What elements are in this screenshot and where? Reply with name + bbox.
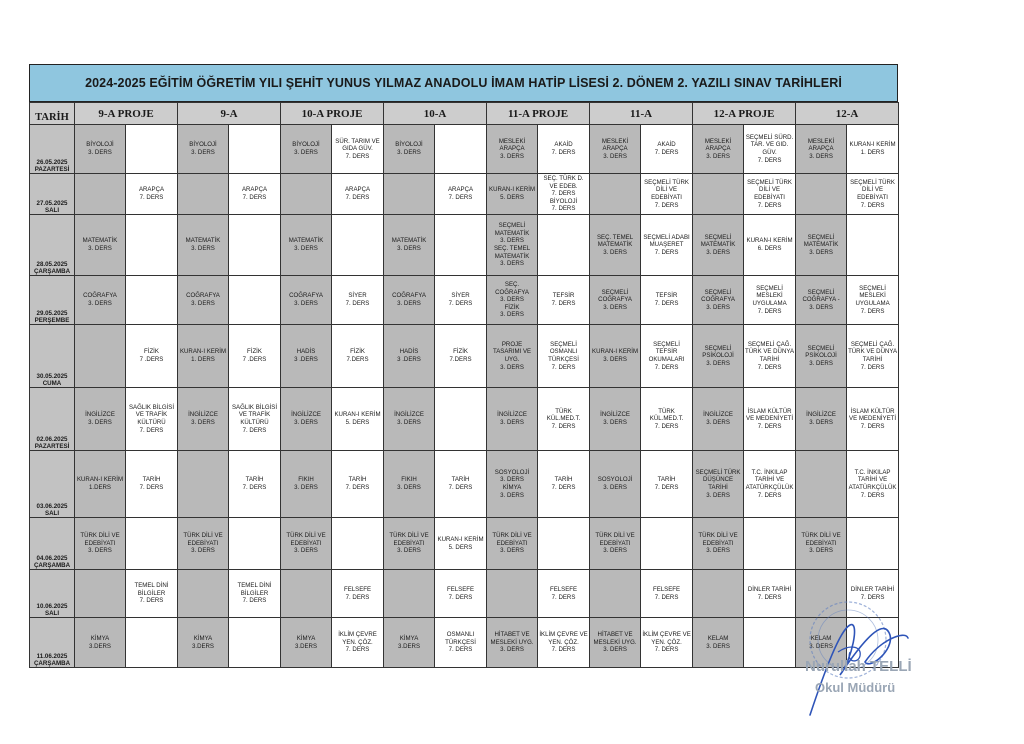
exam-day: PERŞEMBE [34, 316, 70, 324]
exam-cell: İNGİLİZCE 3. DERS [590, 388, 641, 451]
schedule-row [30, 518, 899, 570]
exam-cell: KURAN-I KERİM 5. DERS [487, 174, 538, 215]
exam-cell: FELSEFE 7. DERS [538, 570, 590, 618]
date-cell [30, 125, 75, 174]
exam-cell: TÜRK KÜL.MED.T. 7. DERS [641, 388, 693, 451]
exam-cell [641, 518, 693, 570]
exam-cell: ARAPÇA 7. DERS [126, 174, 178, 215]
exam-cell: SİYER 7. DERS [332, 276, 384, 325]
exam-day: PAZARTESİ [34, 442, 70, 450]
exam-cell: AKAİD 7. DERS [538, 125, 590, 174]
exam-date: 03.06.2025 [36, 502, 68, 510]
exam-cell: TARİH 7. DERS [641, 451, 693, 518]
exam-cell [126, 215, 178, 276]
exam-cell: SEÇMELİ MATEMATİK 3. DERS [693, 215, 744, 276]
exam-cell: TÜRK DİLİ VE EDEBİYATI 3. DERS [75, 518, 126, 570]
exam-cell: BİYOLOJİ 3. DERS [384, 125, 435, 174]
exam-cell [178, 174, 229, 215]
exam-cell [693, 570, 744, 618]
exam-cell [281, 174, 332, 215]
exam-cell: COĞRAFYA 3. DERS [75, 276, 126, 325]
exam-cell: TARİH 7. DERS [229, 451, 281, 518]
header-row [30, 103, 899, 125]
schedule-row [30, 570, 899, 618]
exam-cell [178, 451, 229, 518]
date-cell [30, 325, 75, 388]
exam-cell: SÜR. TARIM VE GIDA GÜV. 7. DERS [332, 125, 384, 174]
class-header: 10-A [384, 103, 487, 125]
principal-role: Okul Müdürü [815, 680, 896, 695]
exam-cell: İSLAM KÜLTÜR VE MEDENİYETİ 7. DERS [847, 388, 899, 451]
date-cell [30, 276, 75, 325]
exam-schedule-table [29, 102, 899, 668]
date-cell [30, 215, 75, 276]
exam-cell [847, 518, 899, 570]
exam-cell: FIKIH 3. DERS [281, 451, 332, 518]
exam-cell [229, 125, 281, 174]
exam-cell: FIKIH 3. DERS [384, 451, 435, 518]
exam-schedule-sheet [29, 64, 898, 668]
class-header: 11-A PROJE [487, 103, 590, 125]
exam-cell: ARAPÇA 7. DERS [332, 174, 384, 215]
exam-cell: TEMEL DİNİ BİLGİLER 7. DERS [229, 570, 281, 618]
exam-cell: SEÇMELİ OSMANLI TÜRKÇESİ 7. DERS [538, 325, 590, 388]
exam-cell: BİYOLOJİ 3. DERS [75, 125, 126, 174]
exam-cell: SEÇMELİ TÜRK DİLİ VE EDEBİYATI 7. DERS [641, 174, 693, 215]
exam-cell: SİYER 7. DERS [435, 276, 487, 325]
exam-date: 04.06.2025 [36, 554, 68, 562]
exam-cell: BİYOLOJİ 3. DERS [281, 125, 332, 174]
page-title: 2024-2025 EĞİTİM ÖĞRETİM YILI ŞEHİT YUNUS YILMAZ ANADOLU İMAM HATİP LİSESİ 2. DÖNEM 2. YAZILI SINAV TARİHLERİ [29, 64, 898, 102]
exam-cell: TÜRK DİLİ VE EDEBİYATI 3. DERS [178, 518, 229, 570]
exam-cell: İNGİLİZCE 3. DERS [384, 388, 435, 451]
exam-cell: TÜRK DİLİ VE EDEBİYATI 3. DERS [281, 518, 332, 570]
exam-cell: MATEMATİK 3. DERS [281, 215, 332, 276]
date-cell [30, 451, 75, 518]
exam-cell: TARİH 7. DERS [435, 451, 487, 518]
exam-cell: İNGİLİZCE 3. DERS [796, 388, 847, 451]
schedule-row [30, 618, 899, 668]
exam-cell [178, 570, 229, 618]
exam-cell: İKLİM ÇEVRE VE YEN. ÇÖZ. 7. DERS [538, 618, 590, 668]
exam-cell: KELAM 3. DERS [693, 618, 744, 668]
exam-cell [744, 618, 796, 668]
exam-cell: KELAM 3. DERS [796, 618, 847, 668]
class-header: 12-A PROJE [693, 103, 796, 125]
exam-cell [435, 388, 487, 451]
exam-cell: ARAPÇA 7. DERS [229, 174, 281, 215]
exam-cell: KİMYA 3.DERS [281, 618, 332, 668]
schedule-row [30, 276, 899, 325]
exam-cell: TARİH 7. DERS [126, 451, 178, 518]
exam-day: ÇARŞAMBA [33, 267, 71, 275]
exam-cell [538, 518, 590, 570]
exam-cell [229, 518, 281, 570]
schedule-row [30, 215, 899, 276]
exam-cell [229, 618, 281, 668]
principal-name: Nurullah TELLİ [805, 658, 912, 675]
exam-date: 27.05.2025 [36, 199, 68, 207]
exam-day: SALI [44, 509, 60, 517]
exam-cell: İNGİLİZCE 3. DERS [487, 388, 538, 451]
exam-cell: BİYOLOJİ 3. DERS [178, 125, 229, 174]
exam-cell: HİTABET VE MESLEKİ UYG. 3. DERS [487, 618, 538, 668]
exam-cell: İKLİM ÇEVRE YEN. ÇÖZ. 7. DERS [332, 618, 384, 668]
exam-cell [590, 174, 641, 215]
exam-cell [229, 276, 281, 325]
exam-cell [435, 215, 487, 276]
exam-cell [75, 174, 126, 215]
exam-cell [126, 276, 178, 325]
schedule-body [30, 125, 899, 668]
exam-cell [75, 325, 126, 388]
exam-cell: MATEMATİK 3. DERS [75, 215, 126, 276]
exam-cell: COĞRAFYA 3. DERS [384, 276, 435, 325]
exam-cell [487, 570, 538, 618]
exam-cell: HADİS 3 .DERS [384, 325, 435, 388]
exam-cell: MESLEKİ ARAPÇA 3. DERS [590, 125, 641, 174]
exam-cell: TARİH 7. DERS [332, 451, 384, 518]
exam-cell [693, 174, 744, 215]
exam-cell [435, 125, 487, 174]
exam-cell: COĞRAFYA 3. DERS [281, 276, 332, 325]
exam-cell: FELSEFE 7. DERS [332, 570, 384, 618]
exam-cell: MATEMATİK 3. DERS [178, 215, 229, 276]
exam-cell: İNGİLİZCE 3. DERS [178, 388, 229, 451]
exam-cell [538, 215, 590, 276]
exam-cell: TÜRK DİLİ VE EDEBİYATI 3. DERS [487, 518, 538, 570]
exam-cell: KİMYA 3.DERS [75, 618, 126, 668]
exam-cell: SEÇMELİ MATEMATİK 3. DERS SEÇ. TEMEL MATEMATİK 3. DERS [487, 215, 538, 276]
exam-cell: SAĞLIK BİLGİSİ VE TRAFİK KÜLTÜRÜ 7. DERS [229, 388, 281, 451]
exam-date: 10.06.2025 [36, 602, 68, 610]
date-cell [30, 388, 75, 451]
exam-cell: T.C. İNKILAP TARİHİ VE ATATÜRKÇÜLÜK 7. DERS [744, 451, 796, 518]
exam-cell: ARAPÇA 7. DERS [435, 174, 487, 215]
exam-cell [75, 570, 126, 618]
exam-cell: SEÇMELİ COĞRAFYA 3. DERS [693, 276, 744, 325]
schedule-row [30, 125, 899, 174]
exam-cell: KURAN-I KERİM 6. DERS [744, 215, 796, 276]
exam-cell: SEÇMELİ MATEMATİK 3. DERS [796, 215, 847, 276]
exam-cell: KURAN-I KERİM 1. DERS [178, 325, 229, 388]
exam-cell [281, 570, 332, 618]
exam-cell: HADİS 3 .DERS [281, 325, 332, 388]
exam-cell: SEÇMELİ COĞRAFYA 3. DERS [590, 276, 641, 325]
exam-cell: İSLAM KÜLTÜR VE MEDENİYETİ 7. DERS [744, 388, 796, 451]
exam-day: ÇARŞAMBA [33, 659, 71, 667]
exam-cell [590, 570, 641, 618]
schedule-row [30, 174, 899, 215]
principal-signature-stamp [790, 600, 930, 730]
exam-cell [796, 174, 847, 215]
exam-cell: PROJE TASARIMI VE UYG. 3. DERS [487, 325, 538, 388]
exam-cell: FİZİK 7 .DERS [229, 325, 281, 388]
exam-cell: MESLEKİ ARAPÇA 3. DERS [693, 125, 744, 174]
exam-cell [384, 174, 435, 215]
class-header: 9-A [178, 103, 281, 125]
class-header: 11-A [590, 103, 693, 125]
exam-cell: KURAN-I KERİM 5. DERS [435, 518, 487, 570]
exam-cell: SOSYOLOJİ 3. DERS [590, 451, 641, 518]
exam-cell: TÜRK DİLİ VE EDEBİYATI 3. DERS [693, 518, 744, 570]
schedule-row [30, 451, 899, 518]
exam-day: PAZARTESİ [34, 165, 70, 173]
exam-day: ÇARŞAMBA [33, 561, 71, 569]
date-cell [30, 618, 75, 668]
schedule-row [30, 325, 899, 388]
date-cell [30, 174, 75, 215]
exam-cell: TÜRK DİLİ VE EDEBİYATI 3. DERS [796, 518, 847, 570]
exam-cell: KİMYA 3.DERS [384, 618, 435, 668]
date-column-header: TARİH [30, 103, 75, 125]
exam-cell: KURAN-I KERİM 1.DERS [75, 451, 126, 518]
date-cell [30, 570, 75, 618]
exam-cell [796, 451, 847, 518]
exam-cell: SEÇMELİ TÜRK DİLİ VE EDEBİYATI 7. DERS [744, 174, 796, 215]
exam-cell: KURAN-I KERİM 3. DERS [590, 325, 641, 388]
exam-cell: SEÇMELİ MESLEKİ UYGULAMA 7. DERS [847, 276, 899, 325]
exam-cell: MESLEKİ ARAPÇA 3. DERS [796, 125, 847, 174]
exam-cell: KURAN-I KERİM 5. DERS [332, 388, 384, 451]
exam-cell: TÜRK DİLİ VE EDEBİYATI 3. DERS [590, 518, 641, 570]
exam-cell [332, 518, 384, 570]
exam-cell: TEFSİR 7. DERS [538, 276, 590, 325]
class-header: 10-A PROJE [281, 103, 384, 125]
exam-cell: SEÇMELİ PSİKOLOJİ 3. DERS [693, 325, 744, 388]
schedule-row [30, 388, 899, 451]
exam-date: 28.05.2025 [36, 260, 68, 268]
exam-cell: SEÇMELİ ÇAĞ. TÜRK VE DÜNYA TARİHİ 7. DERS [744, 325, 796, 388]
exam-cell: KİMYA 3.DERS [178, 618, 229, 668]
exam-cell: TÜRK DİLİ VE EDEBİYATI 3. DERS [384, 518, 435, 570]
date-cell [30, 518, 75, 570]
exam-cell: SEÇ. TÜRK D. VE EDEB. 7. DERS BİYOLOJİ 7. DERS [538, 174, 590, 215]
exam-cell: OSMANLI TÜRKÇESİ 7. DERS [435, 618, 487, 668]
exam-cell: İNGİLİZCE 3. DERS [75, 388, 126, 451]
exam-cell [744, 518, 796, 570]
exam-cell: FİZİK 7.DERS [332, 325, 384, 388]
exam-date: 02.06.2025 [36, 435, 68, 443]
exam-cell: SEÇMELİ PSİKOLOJİ 3. DERS [796, 325, 847, 388]
class-header: 9-A PROJE [75, 103, 178, 125]
exam-cell: TARİH 7. DERS [538, 451, 590, 518]
exam-cell: COĞRAFYA 3. DERS [178, 276, 229, 325]
exam-cell: T.C. İNKILAP TARİHİ VE ATATÜRKÇÜLÜK 7. DERS [847, 451, 899, 518]
exam-date: 29.05.2025 [36, 309, 68, 317]
exam-cell: İKLİM ÇEVRE VE YEN. ÇÖZ. 7. DERS [641, 618, 693, 668]
exam-cell: SEÇMELİ ADABI MUAŞERET 7. DERS [641, 215, 693, 276]
exam-day: SALI [44, 609, 60, 617]
exam-cell: TEMEL DİNİ BİLGİLER 7. DERS [126, 570, 178, 618]
exam-cell: FELSEFE 7. DERS [435, 570, 487, 618]
exam-cell: SEÇMELİ ÇAĞ. TÜRK VE DÜNYA TARİHİ 7. DERS [847, 325, 899, 388]
exam-cell: İNGİLİZCE 3. DERS [693, 388, 744, 451]
exam-cell: SAĞLIK BİLGİSİ VE TRAFİK KÜLTÜRÜ 7. DERS [126, 388, 178, 451]
exam-cell [126, 518, 178, 570]
exam-cell: DİNLER TARİHİ 7. DERS [744, 570, 796, 618]
exam-cell [847, 215, 899, 276]
exam-cell: DİNLER TARİHİ 7. DERS [847, 570, 899, 618]
exam-cell: MATEMATİK 3. DERS [384, 215, 435, 276]
exam-cell: SEÇMELİ MESLEKİ UYGULAMA 7. DERS [744, 276, 796, 325]
exam-cell [126, 125, 178, 174]
exam-cell: HİTABET VE MESLEKİ UYG. 3. DERS [590, 618, 641, 668]
exam-cell: SEÇMELİ SÜRD. TAR. VE GID. GÜV. 7. DERS [744, 125, 796, 174]
exam-cell: İNGİLİZCE 3. DERS [281, 388, 332, 451]
exam-cell: AKAİD 7. DERS [641, 125, 693, 174]
exam-cell [384, 570, 435, 618]
class-header: 12-A [796, 103, 899, 125]
exam-cell [229, 215, 281, 276]
exam-day: CUMA [42, 379, 62, 387]
exam-cell: KURAN-I KERİM 1. DERS [847, 125, 899, 174]
exam-cell: FELSEFE 7. DERS [641, 570, 693, 618]
exam-cell: SEÇ. TEMEL MATEMATİK 3. DERS [590, 215, 641, 276]
exam-cell: SEÇMELİ TEFSİR OKUMALARI 7. DERS [641, 325, 693, 388]
exam-cell: MESLEKİ ARAPÇA 3. DERS [487, 125, 538, 174]
exam-cell: FİZİK 7.DERS [435, 325, 487, 388]
exam-date: 30.05.2025 [36, 372, 68, 380]
exam-cell: SEÇ. COĞRAFYA 3. DERS FİZİK 3. DERS [487, 276, 538, 325]
exam-cell: SEÇMELİ TÜRK DÜŞÜNCE TARİHİ 3. DERS [693, 451, 744, 518]
exam-cell: SEÇMELİ TÜRK DİLİ VE EDEBİYATI 7. DERS [847, 174, 899, 215]
exam-cell [332, 215, 384, 276]
exam-cell: SEÇMELİ COĞRAFYA - 3. DERS [796, 276, 847, 325]
exam-date: 26.05.2025 [36, 158, 68, 166]
exam-cell: TEFSİR 7. DERS [641, 276, 693, 325]
exam-cell: FİZİK 7 .DERS [126, 325, 178, 388]
exam-cell [126, 618, 178, 668]
exam-date: 11.06.2025 [36, 652, 68, 660]
exam-cell: SOSYOLOJİ 3. DERS KİMYA 3. DERS [487, 451, 538, 518]
exam-cell: TÜRK KÜL.MED.T. 7. DERS [538, 388, 590, 451]
exam-day: SALI [44, 206, 60, 214]
